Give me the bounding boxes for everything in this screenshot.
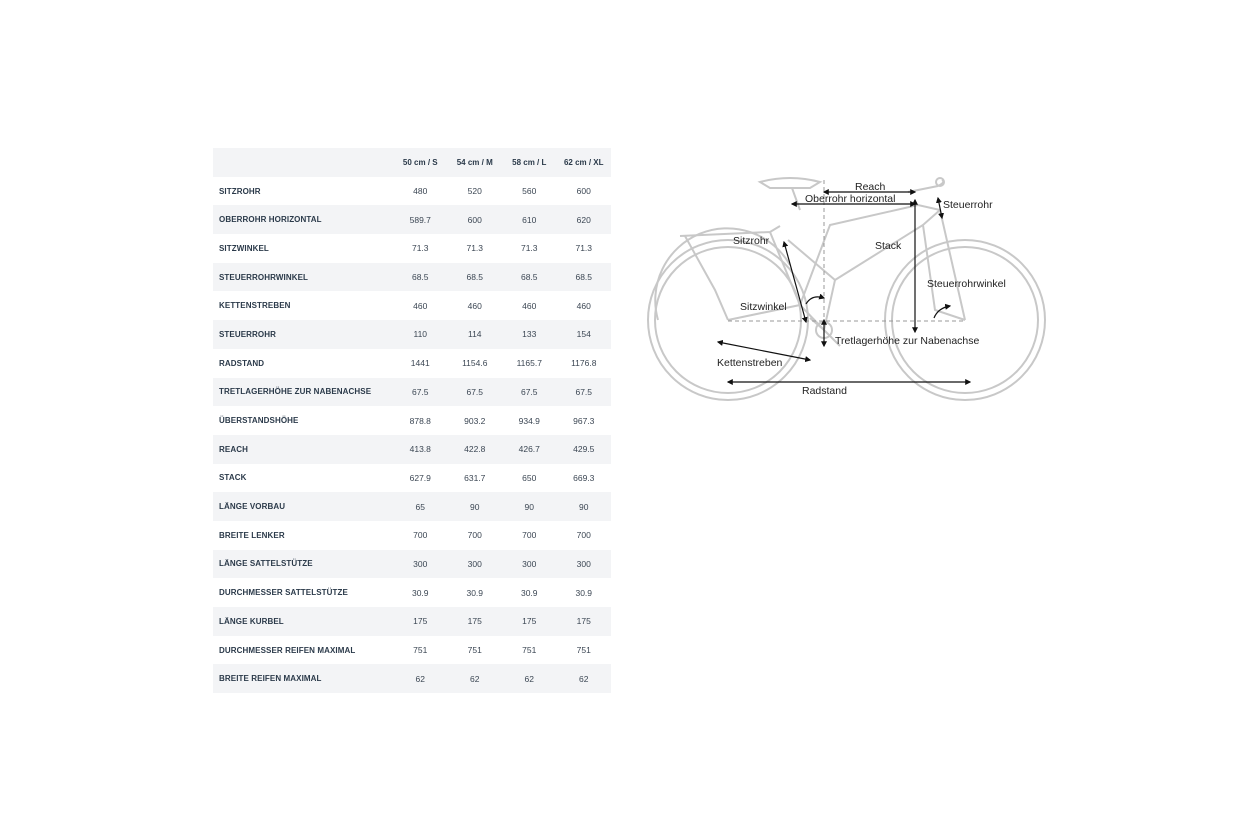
table-cell: 751 [467,645,482,656]
table-cell: 62 [579,673,589,684]
row-label: BREITE REIFEN MAXIMAL [219,674,322,684]
row-label: OBERROHR HORIZONTAL [219,215,322,225]
label-stack: Stack [875,240,902,252]
table-cell: 600 [576,186,591,197]
table-cell: 460 [413,300,428,311]
table-cell: 620 [576,214,591,225]
table-row [213,521,611,550]
table-cell: 934.9 [518,415,540,426]
table-cell: 700 [576,530,591,541]
table-cell: 426.7 [518,444,540,455]
table-cell: 631.7 [464,472,486,483]
table-cell: 700 [467,530,482,541]
table-row [213,435,611,464]
label-oberrohr-horizontal: Oberrohr horizontal [805,193,896,205]
table-cell: 700 [413,530,428,541]
row-label: STEUERROHR [219,329,277,339]
table-cell: 1154.6 [462,358,488,369]
table-cell: 460 [522,300,537,311]
row-label: KETTENSTREBEN [219,301,291,311]
table-cell: 65 [415,501,425,512]
table-cell: 90 [524,501,534,512]
row-label: LÄNGE VORBAU [219,502,286,512]
table-row [213,291,611,320]
table-cell: 480 [413,186,428,197]
table-row [213,464,611,493]
column-header-size-xl: 62 cm / XL [563,157,604,167]
table-row [213,406,611,435]
label-steuerrohrwinkel: Steuerrohrwinkel [927,278,1006,290]
table-cell: 627.9 [409,472,431,483]
table-cell: 422.8 [464,444,486,455]
label-reach: Reach [855,181,886,193]
table-row [213,378,611,407]
table-cell: 600 [467,214,482,225]
table-cell: 1176.8 [571,358,597,369]
table-cell: 71.3 [466,243,484,254]
row-label: LÄNGE KURBEL [219,616,284,626]
row-label: BREITE LENKER [219,530,285,540]
table-cell: 114 [467,329,482,340]
label-sitzwinkel: Sitzwinkel [740,301,787,313]
table-cell: 1165.7 [516,358,542,369]
table-row [213,664,611,693]
table-cell: 650 [522,472,537,483]
table-cell: 460 [467,300,482,311]
table-cell: 62 [524,673,534,684]
table-cell: 460 [576,300,591,311]
table-cell: 669.3 [573,472,595,483]
table-cell: 878.8 [409,415,431,426]
table-cell: 133 [522,329,537,340]
table-cell: 67.5 [520,386,538,397]
table-cell: 67.5 [575,386,593,397]
row-label: RADSTAND [219,358,265,368]
table-cell: 300 [413,558,428,569]
table-cell: 175 [467,616,482,627]
table-row [213,234,611,263]
column-header-size-s: 50 cm / S [402,157,438,167]
row-label: SITZWINKEL [219,243,269,253]
table-cell: 1441 [410,358,430,369]
row-label: STACK [219,473,247,483]
table-row [213,263,611,292]
label-radstand: Radstand [802,385,847,397]
table-cell: 154 [576,329,591,340]
table-cell: 90 [579,501,589,512]
row-label: DURCHMESSER REIFEN MAXIMAL [219,645,356,655]
table-cell: 751 [576,645,591,656]
table-cell: 30.9 [575,587,593,598]
label-kettenstreben: Kettenstreben [717,357,783,369]
table-row [213,492,611,521]
table-cell: 90 [470,501,480,512]
table-cell: 62 [415,673,425,684]
table-row [213,636,611,665]
table-cell: 68.5 [411,272,429,283]
table-cell: 300 [522,558,537,569]
row-label: STEUERROHRWINKEL [219,272,309,282]
table-cell: 68.5 [520,272,538,283]
row-label: DURCHMESSER SATTELSTÜTZE [219,588,348,598]
table-row [213,578,611,607]
table-row [213,320,611,349]
column-header-size-l: 58 cm / L [512,157,547,167]
table-row [213,177,611,206]
table-cell: 71.3 [411,243,429,254]
table-cell: 429.5 [573,444,595,455]
table-row [213,205,611,234]
table-cell: 68.5 [466,272,484,283]
bike-geometry-diagram [640,170,1050,410]
table-cell: 700 [522,530,537,541]
table-cell: 520 [467,186,482,197]
table-cell: 30.9 [411,587,429,598]
row-label: LÄNGE SATTELSTÜTZE [219,559,313,569]
table-cell: 300 [467,558,482,569]
table-row [213,607,611,636]
table-cell: 589.7 [409,214,431,225]
geometry-table [213,148,611,693]
table-cell: 560 [522,186,537,197]
table-cell: 67.5 [466,386,484,397]
table-cell: 967.3 [573,415,595,426]
table-cell: 30.9 [466,587,484,598]
row-label: ÜBERSTANDSHÖHE [219,416,299,426]
table-cell: 175 [576,616,591,627]
table-cell: 62 [470,673,480,684]
column-header-size-m: 54 cm / M [456,157,493,167]
table-row [213,349,611,378]
label-steuerrohr: Steuerrohr [943,199,993,211]
table-cell: 300 [576,558,591,569]
label-tretlagerhoehe: Tretlagerhöhe zur Nabenachse [835,335,980,347]
row-label: TRETLAGERHÖHE ZUR NABENACHSE [219,387,372,397]
table-cell: 71.3 [575,243,593,254]
label-sitzrohr: Sitzrohr [733,235,770,247]
table-cell: 413.8 [409,444,431,455]
table-body [213,177,611,693]
table-cell: 71.3 [520,243,538,254]
table-cell: 30.9 [520,587,538,598]
row-label: SITZROHR [219,186,261,196]
table-cell: 67.5 [411,386,429,397]
table-cell: 751 [522,645,537,656]
table-cell: 110 [413,329,428,340]
row-label: REACH [219,444,248,454]
table-header-row [213,148,611,177]
table-cell: 610 [522,214,537,225]
table-cell: 175 [522,616,537,627]
table-cell: 751 [413,645,428,656]
table-cell: 68.5 [575,272,593,283]
table-cell: 903.2 [464,415,486,426]
table-cell: 175 [413,616,428,627]
table-row [213,550,611,579]
column-header [213,148,393,177]
